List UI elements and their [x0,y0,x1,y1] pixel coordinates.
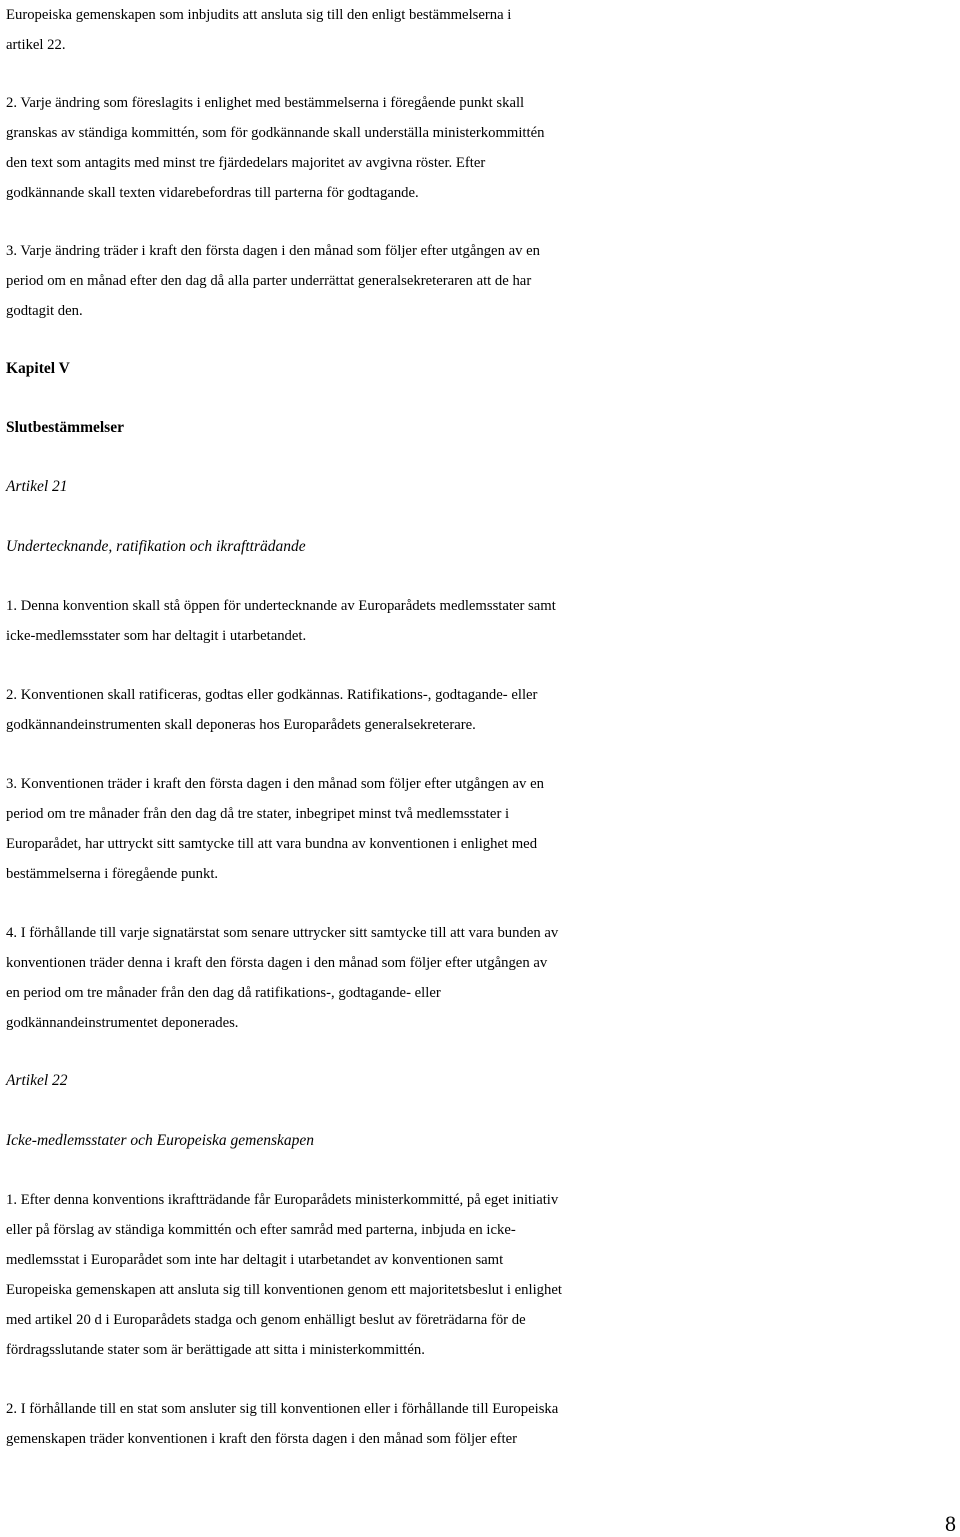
text-line: godkännandeinstrumentet deponerades. [6,1015,239,1031]
text-line: fördragsslutande stater som är berättigade att sitta i ministerkommittén. [6,1342,425,1358]
text-line: eller på förslag av ständiga kommittén och efter samråd med parterna, inbjuda en icke- [6,1222,516,1238]
page-number: 8 [945,1511,956,1536]
text-line: medlemsstat i Europarådet som inte har deltagit i utarbetandet av konventionen samt [6,1252,504,1268]
text-line: 4. I förhållande till varje signatärstat som senare uttrycker sitt samtycke till att vara bunden av [6,925,559,941]
article-22-heading: Artikel 22 [6,1072,68,1089]
text-line: godtagit den. [6,303,83,319]
intro-paragraph [6,0,960,60]
text-line: period om en månad efter den dag då alla parter underrättat generalsekreteraren att de har [6,273,532,289]
text-line: 3. Konventionen träder i kraft den första dagen i den månad som följer efter utgången av en [6,776,544,792]
article-22-paragraph-2 [6,1394,960,1454]
article-21-heading: Artikel 21 [6,478,68,495]
text-line: konventionen träder denna i kraft den första dagen i den månad som följer efter utgången av [6,955,548,971]
article-20-paragraph-2 [6,88,960,208]
text-line: 2. I förhållande till en stat som ansluter sig till konventionen eller i förhållande till Europeiska [6,1401,559,1417]
article-21-paragraph-3 [6,769,960,889]
text-line: den text som antagits med minst tre fjärdedelars majoritet av avgivna röster. Efter [6,155,486,171]
text-line: granskas av ständiga kommittén, som för godkännande skall underställa ministerkommittén [6,125,545,141]
text-line: godkännande skall texten vidarebefordras till parterna för godtagande. [6,185,419,201]
article-20-paragraph-3 [6,236,960,326]
text-line: en period om tre månader från den dag då ratifikations-, godtagande- eller [6,985,441,1001]
text-line: Europeiska gemenskapen att ansluta sig till konventionen genom ett majoritetsbeslut i enlighet [6,1282,562,1298]
text-line: artikel 22. [6,37,66,53]
text-line: 1. Denna konvention skall stå öppen för undertecknande av Europarådets medlemsstater samt [6,598,556,614]
article-22-title: Icke-medlemsstater och Europeiska gemenskapen [6,1132,315,1149]
text-line: 2. Varje ändring som föreslagits i enlighet med bestämmelserna i föregående punkt skall [6,95,525,111]
article-21-title: Undertecknande, ratifikation och ikraftträdande [6,538,306,555]
text-line: 3. Varje ändring träder i kraft den första dagen i den månad som följer efter utgången av en [6,243,540,259]
article-21-paragraph-4 [6,918,960,1038]
text-line: Europarådet, har uttryckt sitt samtycke till att vara bundna av konventionen i enlighet med [6,836,538,852]
text-line: bestämmelserna i föregående punkt. [6,866,219,882]
text-line: 2. Konventionen skall ratificeras, godtas eller godkännas. Ratifikations-, godtagande- eller [6,687,538,703]
chapter-heading: Kapitel V [6,360,70,377]
text-line: Europeiska gemenskapen som inbjudits att ansluta sig till den enligt bestämmelserna i [6,7,512,23]
text-line: icke-medlemsstater som har deltagit i utarbetandet. [6,628,307,644]
article-22-paragraph-1 [6,1185,960,1365]
text-line: gemenskapen träder konventionen i kraft den första dagen i den månad som följer efter [6,1431,518,1447]
article-21-paragraph-2 [6,680,960,740]
text-line: godkännandeinstrumenten skall deponeras hos Europarådets generalsekreterare. [6,717,476,733]
article-21-paragraph-1 [6,591,960,651]
text-line: med artikel 20 d i Europarådets stadga och genom enhälligt beslut av företrädarna för de [6,1312,526,1328]
text-line: period om tre månader från den dag då tre stater, inbegripet minst två medlemsstater i [6,806,510,822]
chapter-title: Slutbestämmelser [6,419,124,436]
text-line: 1. Efter denna konventions ikraftträdande får Europarådets ministerkommitté, på eget initiativ [6,1192,559,1208]
